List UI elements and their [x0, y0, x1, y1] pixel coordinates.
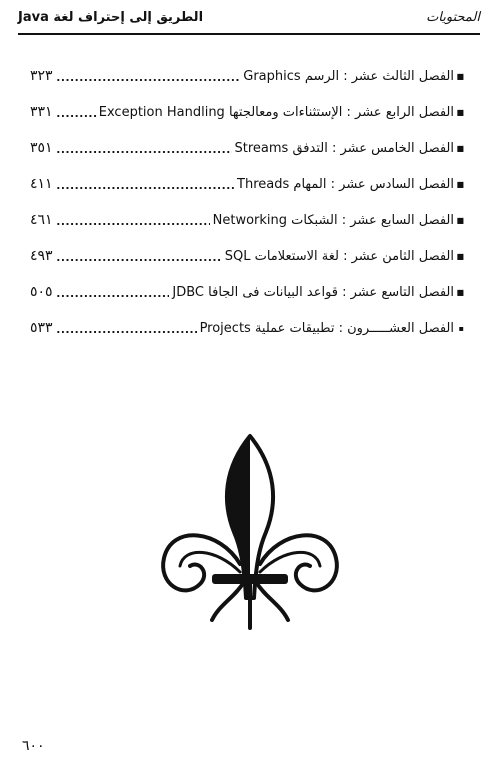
- toc-entry-title: الفصل السادس عشر : المهام Threads: [237, 176, 454, 192]
- dot-leader: [56, 286, 170, 298]
- toc-entry-page: ٤١١: [30, 176, 53, 192]
- bullet-icon: ■: [456, 251, 464, 261]
- header-book-title: الطريق إلى إحتراف لغة Java: [18, 10, 204, 25]
- bullet-icon: ■: [456, 215, 464, 225]
- toc-entry-title: الفصل الثالث عشر : الرسم Graphics: [243, 68, 454, 84]
- header-divider: [18, 33, 480, 35]
- dot-leader: [56, 178, 234, 190]
- toc-entry: [30, 202, 464, 238]
- dot-leader: [56, 142, 232, 154]
- dot-leader: [56, 106, 96, 118]
- toc-entry: [30, 274, 464, 310]
- toc-entry-title: الفصل السابع عشر : الشبكات Networking: [212, 212, 454, 228]
- page-header: [18, 4, 480, 34]
- toc-entry-page: ٤٦١: [30, 212, 53, 228]
- toc-entry: [30, 94, 464, 130]
- bullet-icon: ■: [456, 143, 464, 153]
- toc-entry: [30, 238, 464, 274]
- page-number: ٦٠٠: [22, 738, 45, 754]
- toc-entry-page: ٤٩٣: [30, 248, 53, 264]
- bullet-icon: ■: [456, 107, 464, 117]
- toc-entry-title: الفصل الثامن عشر : لغة الاستعلامات SQL: [224, 248, 454, 264]
- dot-leader: [56, 214, 210, 226]
- bullet-icon: ▪: [458, 323, 464, 333]
- bullet-icon: ■: [456, 71, 464, 81]
- toc-entry: [30, 166, 464, 202]
- dot-leader: [56, 250, 222, 262]
- bullet-icon: ■: [456, 179, 464, 189]
- toc-entry-title: الفصل العشـــــرون : تطبيقات عملية Projects: [199, 320, 454, 336]
- toc-entry: [30, 130, 464, 166]
- table-of-contents: [30, 58, 464, 346]
- toc-entry-title: الفصل الخامس عشر : التدفق Streams: [234, 140, 454, 156]
- toc-entry-page: ٥٣٣: [30, 320, 53, 336]
- toc-entry-page: ٣٥١: [30, 140, 53, 156]
- toc-entry-title: الفصل التاسع عشر : قواعد البيانات فى الجافا JDBC: [172, 284, 454, 300]
- bullet-icon: ■: [456, 287, 464, 297]
- toc-entry: [30, 58, 464, 94]
- toc-entry-title: الفصل الرابع عشر : الإستثناءات ومعالجتها Exception Handling: [98, 104, 454, 120]
- dot-leader: [56, 322, 197, 334]
- toc-entry-page: ٥٠٥: [30, 284, 53, 300]
- dot-leader: [56, 70, 241, 82]
- toc-entry: [30, 310, 464, 346]
- toc-entry-page: ٣٢٣: [30, 68, 53, 84]
- header-section-title: المحتويات: [426, 10, 480, 25]
- fleur-de-lis-icon: [150, 432, 350, 632]
- toc-entry-page: ٣٣١: [30, 104, 53, 120]
